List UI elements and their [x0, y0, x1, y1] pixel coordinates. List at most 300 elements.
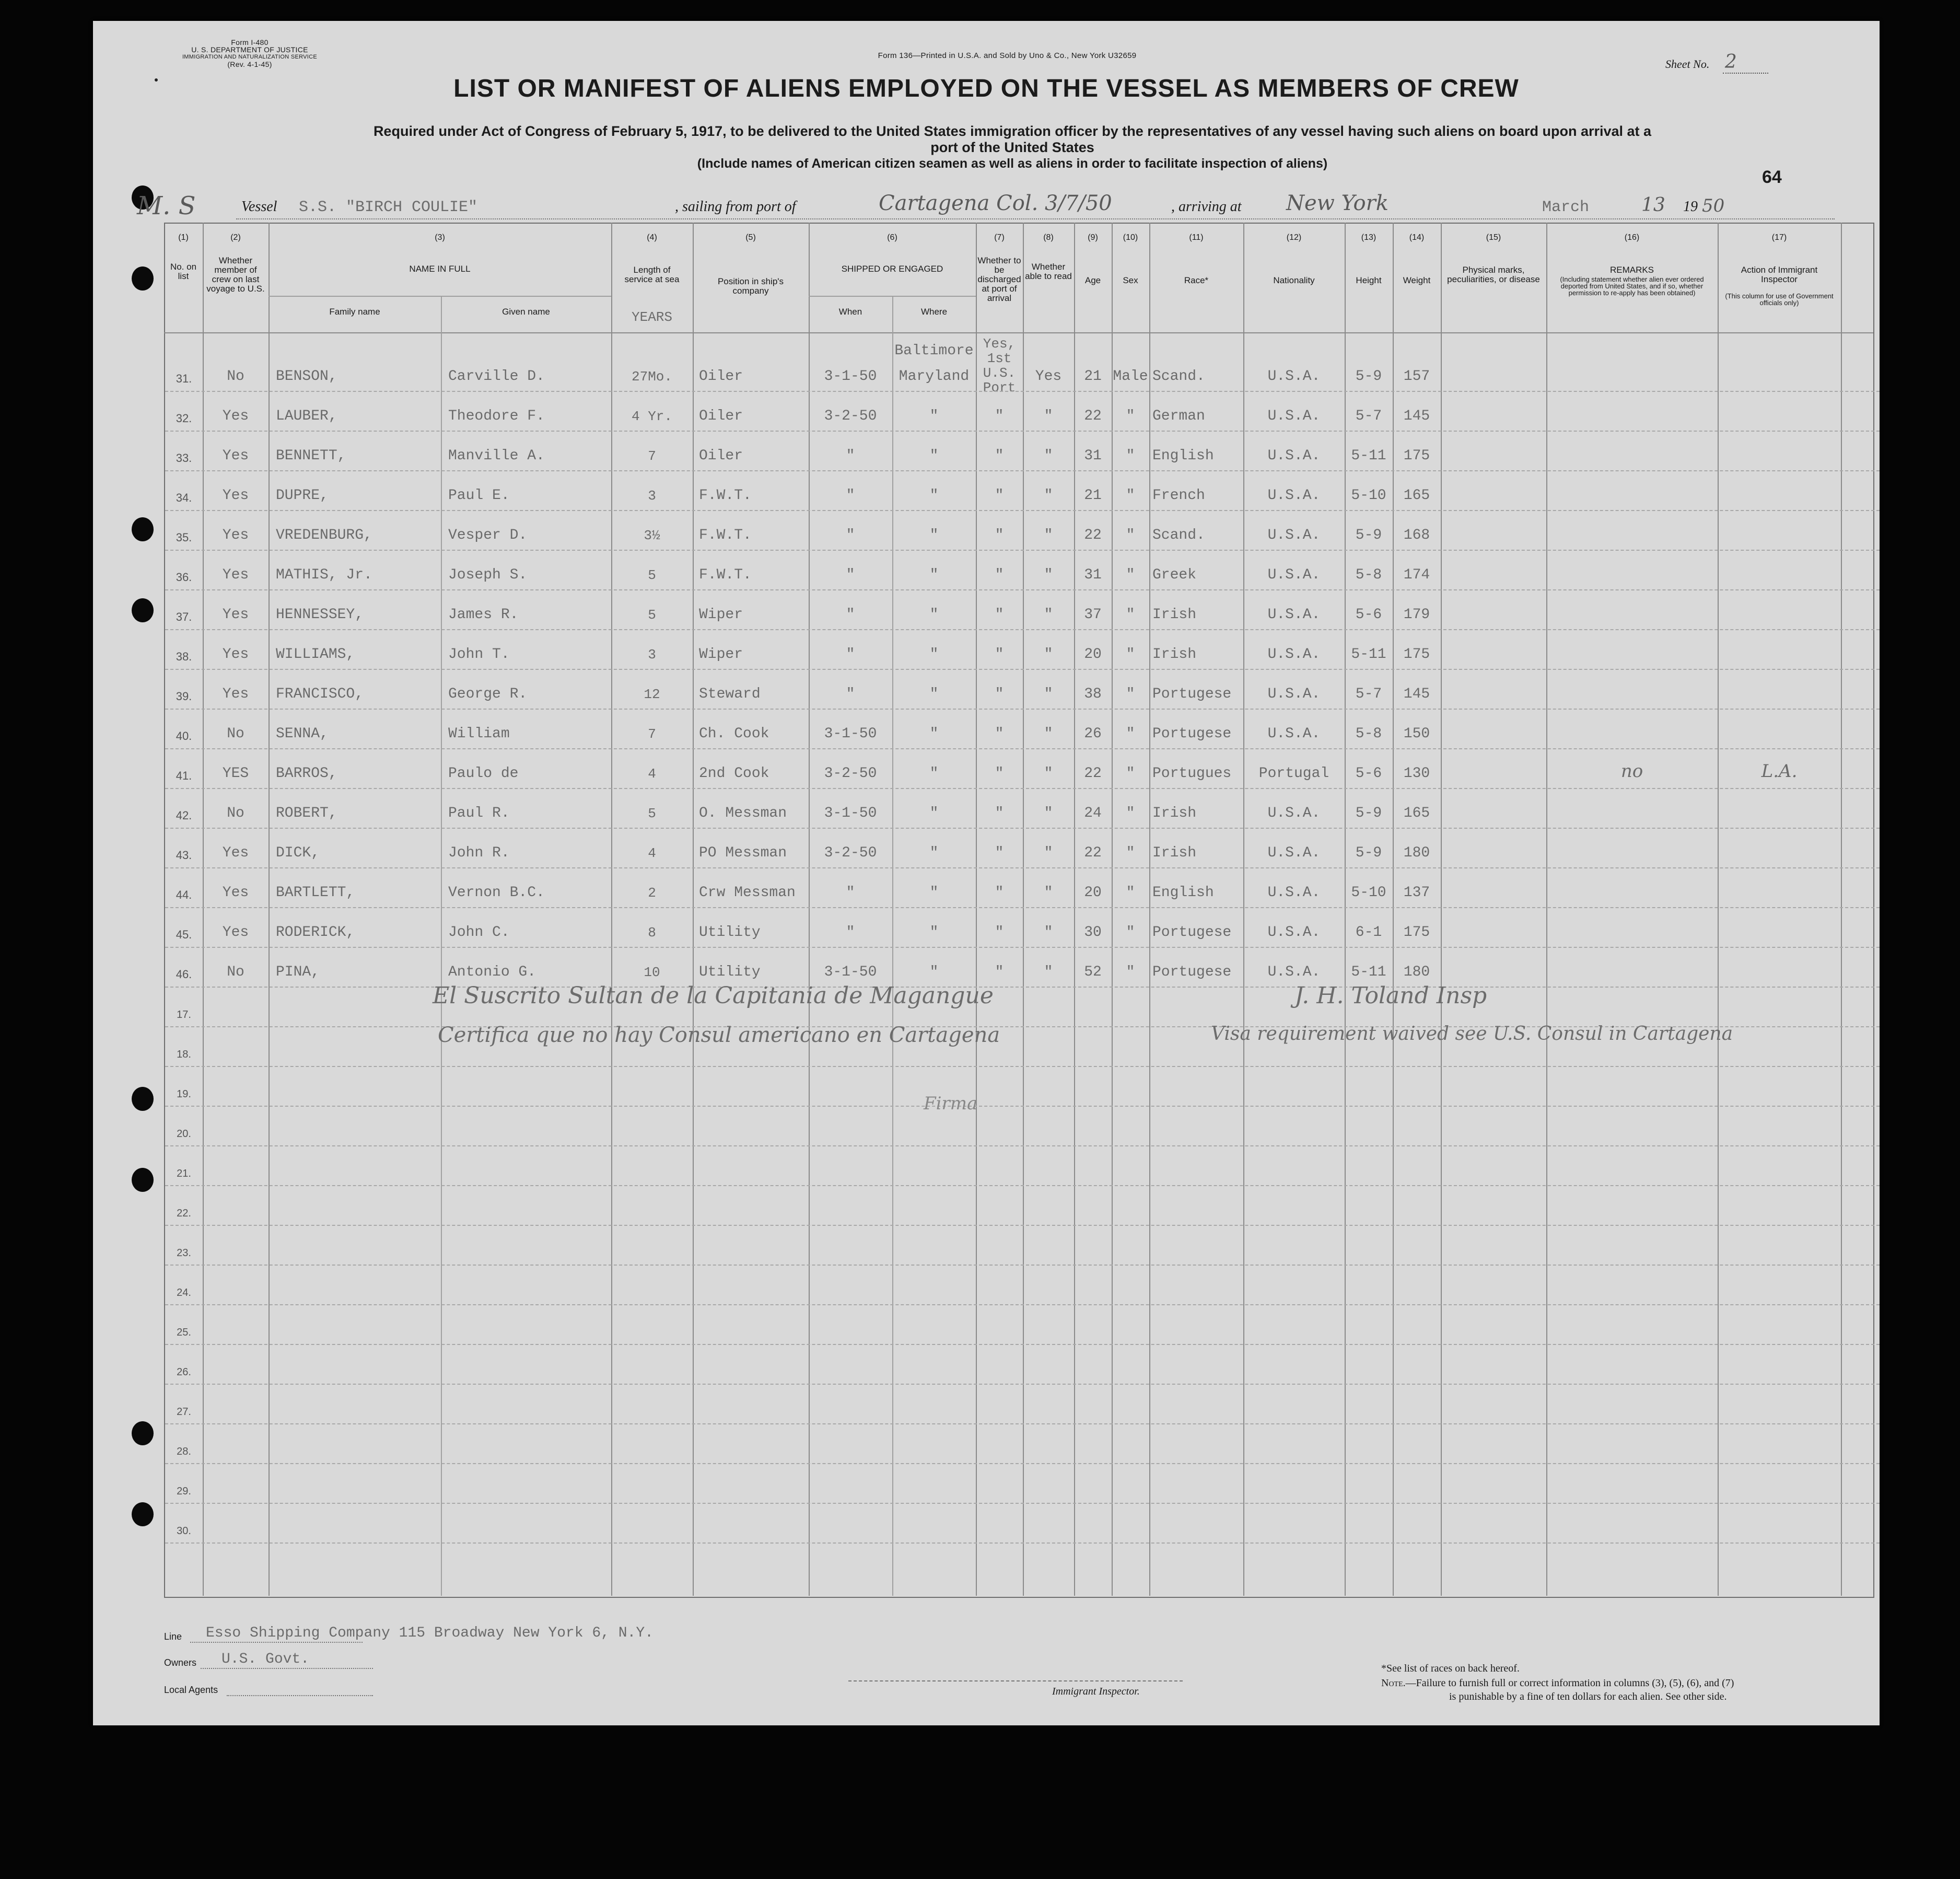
cell-age: 31: [1084, 448, 1102, 464]
cell-discharged: ": [995, 964, 1004, 980]
cell-when: ": [846, 885, 855, 901]
cell-read: ": [1044, 845, 1053, 861]
cell-weight: 179: [1403, 607, 1430, 623]
inspector-label: Immigrant Inspector.: [1052, 1686, 1140, 1697]
col-header-sex: Sex: [1123, 275, 1138, 285]
cell-family: MATHIS, Jr.: [276, 567, 372, 583]
cell-read: ": [1044, 765, 1053, 782]
handwritten-note-line: El Suscrito Sultan de la Capitania de Magangue: [433, 982, 994, 1009]
cell-crew: No: [227, 805, 244, 821]
col-header-position: Position in ship's company: [717, 276, 784, 296]
cell-sex: ": [1126, 845, 1135, 861]
cell-discharged: ": [995, 607, 1004, 623]
footer-underline: [201, 1668, 373, 1669]
cell-family: VREDENBURG,: [276, 527, 372, 543]
col-header-weight: Weight: [1403, 275, 1431, 285]
arrival-month: March: [1542, 199, 1590, 216]
empty-table-row: [93, 1385, 1880, 1424]
row-number: 41.: [176, 769, 192, 782]
cell-where: ": [929, 924, 939, 941]
cell-race: German: [1152, 408, 1205, 424]
row-number: 39.: [176, 690, 192, 703]
arriving-label: , arriving at: [1171, 199, 1242, 215]
cell-given: George R.: [448, 686, 528, 702]
cell-age: 20: [1084, 646, 1102, 663]
col-16-number: (16): [1624, 233, 1640, 242]
cell-given: Carville D.: [448, 368, 545, 385]
cell-nationality: U.S.A.: [1267, 448, 1321, 464]
cell-sex: ": [1126, 686, 1135, 702]
table-row: [93, 948, 1880, 988]
cell-weight: 168: [1403, 527, 1430, 543]
manifest-rows: [93, 21, 1880, 1725]
cell-position: Wiper: [699, 646, 743, 663]
cell-given: James R.: [448, 607, 519, 623]
subheader-family: Family name: [329, 307, 380, 317]
subheader-when: When: [838, 307, 862, 317]
cell-nationality: U.S.A.: [1267, 607, 1321, 623]
cell-age: 31: [1084, 567, 1102, 583]
cell-family: PINA,: [276, 964, 320, 980]
col-header-no: No. on list: [170, 262, 197, 281]
row-number: 25.: [177, 1327, 191, 1338]
sailing-label: , sailing from port of: [675, 199, 796, 215]
cell-read: ": [1044, 527, 1053, 543]
cell-given: Vernon B.C.: [448, 885, 545, 901]
cell-given: Paul R.: [448, 805, 510, 821]
cell-family: HENNESSEY,: [276, 607, 364, 623]
cell-where: ": [929, 885, 939, 901]
cell-race: English: [1152, 885, 1214, 901]
cell-read: ": [1044, 408, 1053, 424]
cell-when: 3-1-50: [824, 964, 877, 980]
cell-age: 37: [1084, 607, 1102, 623]
cell-height: 5-11: [1351, 646, 1386, 663]
table-row: [93, 590, 1880, 630]
owners-label: Owners: [164, 1657, 197, 1668]
col-13-number: (13): [1361, 233, 1376, 242]
form-number: Form I-480: [231, 38, 269, 47]
cell-sex: ": [1126, 488, 1135, 504]
cell-weight: 137: [1403, 885, 1430, 901]
cell-age: 22: [1084, 527, 1102, 543]
cell-height: 5-10: [1351, 488, 1386, 504]
cell-height: 5-7: [1355, 408, 1382, 424]
cell-read: ": [1044, 726, 1053, 742]
table-row: [93, 432, 1880, 471]
cell-when: 3-2-50: [824, 408, 877, 424]
cell-where: ": [929, 845, 939, 861]
cell-position: Ch. Cook: [699, 726, 769, 742]
cell-given: Vesper D.: [448, 527, 528, 543]
cell-position: F.W.T.: [699, 567, 752, 583]
note-text: —Failure to furnish full or correct information in columns (3), (5), (6), and (7): [1405, 1677, 1734, 1689]
row-number: 46.: [176, 968, 192, 981]
col-header-age: Age: [1084, 275, 1101, 285]
empty-table-row: [93, 1305, 1880, 1345]
cell-height: 5-9: [1355, 845, 1382, 861]
col-header-discharged: Whether to be discharged at port of arrival: [977, 256, 1021, 303]
cell-service: 4: [648, 766, 656, 782]
col-header-physical: Physical marks, peculiarities, or disease: [1447, 265, 1540, 284]
cell-crew: Yes: [222, 448, 249, 464]
row-number: 18.: [177, 1049, 191, 1060]
row-number: 38.: [176, 650, 192, 663]
cell-race: Irish: [1152, 607, 1197, 623]
cell-given: Antonio G.: [448, 964, 536, 980]
cell-service: 4 Yr.: [631, 409, 672, 424]
cell-discharged: ": [995, 686, 1004, 702]
cell-height: 5-9: [1355, 805, 1382, 821]
subtitle-note: (Include names of American citizen seamen as well as aliens in order to facilitate inspection of aliens): [697, 156, 1328, 171]
cell-crew: Yes: [222, 527, 249, 543]
cell-race: Irish: [1152, 646, 1197, 663]
table-row: [93, 670, 1880, 710]
cell-age: 21: [1084, 368, 1102, 385]
row-number: 32.: [176, 412, 192, 425]
cell-position: F.W.T.: [699, 527, 752, 543]
subtitle-line: port of the United States: [930, 140, 1094, 155]
cell-race: Portugese: [1152, 686, 1232, 702]
col-9-number: (9): [1088, 233, 1098, 242]
table-row: [93, 829, 1880, 868]
cell-weight: 145: [1403, 408, 1430, 424]
cell-given: John R.: [448, 845, 510, 861]
cell-where: ": [929, 527, 939, 543]
cell-nationality: U.S.A.: [1267, 924, 1321, 941]
col-15-number: (15): [1486, 233, 1501, 242]
cell-sex: ": [1126, 726, 1135, 742]
cell-race: Scand.: [1152, 527, 1205, 543]
cell-nationality: U.S.A.: [1267, 845, 1321, 861]
cell-position: Utility: [699, 964, 761, 980]
cell-age: 22: [1084, 765, 1102, 782]
cell-given: Joseph S.: [448, 567, 528, 583]
handwritten-note-line: Certifica que no hay Consul americano en Cartagena: [438, 1023, 1000, 1047]
cell-given: John C.: [448, 924, 510, 941]
sheet-number: 2: [1723, 51, 1768, 74]
cell-position: Oiler: [699, 408, 743, 424]
col-10-number: (10): [1123, 233, 1138, 242]
col-17-number: (17): [1771, 233, 1787, 242]
cell-crew: No: [227, 726, 244, 742]
cell-where: ": [929, 408, 939, 424]
cell-when: 3-2-50: [824, 845, 877, 861]
cell-weight: 175: [1403, 924, 1430, 941]
cell-when: ": [846, 567, 855, 583]
action-note: (This column for use of Government officials only): [1725, 292, 1834, 307]
empty-table-row: [93, 1464, 1880, 1504]
cell-discharged: ": [995, 567, 1004, 583]
cell-age: 20: [1084, 885, 1102, 901]
col-8-number: (8): [1043, 233, 1054, 242]
cell-nationality: U.S.A.: [1267, 567, 1321, 583]
cell-service: 5: [648, 567, 656, 583]
cell-age: 22: [1084, 408, 1102, 424]
cell-service: 27Mo.: [631, 369, 672, 385]
cell-read: ": [1044, 448, 1053, 464]
cell-when: ": [846, 686, 855, 702]
cell-crew: Yes: [222, 408, 249, 424]
cell-race: English: [1152, 448, 1214, 464]
col-header-crew: Whether member of crew on last voyage to U.S.: [206, 256, 265, 294]
cell-family: WILLIAMS,: [276, 646, 355, 663]
footer-owners-row: [164, 1651, 686, 1672]
cell-family: SENNA,: [276, 726, 329, 742]
cell-height: 5-9: [1355, 527, 1382, 543]
cell-position: Crw Messman: [699, 885, 796, 901]
cell-sex: ": [1126, 527, 1135, 543]
cell-sex: ": [1126, 765, 1135, 782]
cell-read: ": [1044, 646, 1053, 663]
line-label: Line: [164, 1631, 182, 1642]
cell-read: ": [1044, 488, 1053, 504]
cell-crew: Yes: [222, 607, 249, 623]
cell-discharged: ": [995, 408, 1004, 424]
cell-family: BENSON,: [276, 368, 337, 385]
cell-service: 10: [644, 965, 660, 980]
cell-discharged: ": [995, 924, 1004, 941]
cell-race: Irish: [1152, 845, 1197, 861]
cell-discharged: ": [995, 845, 1004, 861]
cell-crew: Yes: [222, 567, 249, 583]
table-row: [93, 789, 1880, 829]
col-12-number: (12): [1286, 233, 1302, 242]
cell-service: 3½: [644, 528, 660, 543]
cell-crew: Yes: [222, 488, 249, 504]
cell-weight: 157: [1403, 368, 1430, 385]
cell-position: 2nd Cook: [699, 765, 769, 782]
cell-where: ": [929, 646, 939, 663]
cell-when: 3-1-50: [824, 805, 877, 821]
cell-nationality: U.S.A.: [1267, 488, 1321, 504]
cell-nationality: U.S.A.: [1267, 368, 1321, 385]
table-row: [93, 471, 1880, 511]
cell-read: ": [1044, 805, 1053, 821]
cell-nationality: U.S.A.: [1267, 646, 1321, 663]
subheader-where: Where: [920, 307, 948, 317]
cell-given: Paul E.: [448, 488, 510, 504]
cell-position: Steward: [699, 686, 761, 702]
footer-agents-row: [164, 1678, 686, 1699]
manifest-sheet: [93, 21, 1880, 1725]
ms-mark: M. S: [137, 191, 196, 221]
cell-sex: ": [1126, 646, 1135, 663]
cell-family: DUPRE,: [276, 488, 329, 504]
cell-read: Yes: [1035, 368, 1062, 385]
year-prefix: 19: [1683, 199, 1698, 215]
cell-sex: ": [1126, 964, 1135, 980]
cell-family: FRANCISCO,: [276, 686, 364, 702]
row-number: 27.: [177, 1406, 191, 1418]
row-number: 20.: [177, 1128, 191, 1140]
row-number: 21.: [177, 1168, 191, 1179]
cell-crew: Yes: [222, 686, 249, 702]
cell-crew: No: [227, 368, 244, 385]
cell-sex: ": [1126, 607, 1135, 623]
cell-service: 3: [648, 647, 656, 663]
cell-discharged: ": [995, 885, 1004, 901]
col-14-number: (14): [1409, 233, 1425, 242]
cell-weight: 165: [1403, 488, 1430, 504]
cell-discharged: ": [995, 488, 1004, 504]
cell-age: 22: [1084, 845, 1102, 861]
cell-weight: 174: [1403, 567, 1430, 583]
department: U. S. DEPARTMENT OF JUSTICE: [191, 45, 308, 54]
cell-service: 4: [648, 845, 656, 861]
row-number: 42.: [176, 809, 192, 822]
cell-crew: YES: [222, 765, 249, 782]
cell-age: 30: [1084, 924, 1102, 941]
footer-line-row: [164, 1625, 686, 1646]
row-number: 30.: [177, 1525, 191, 1537]
cell-read: ": [1044, 686, 1053, 702]
cell-when: ": [846, 488, 855, 504]
fine-note: [1381, 1677, 1734, 1689]
col-header-action: Action of Immigrant Inspector: [1741, 265, 1818, 284]
footer-underline: [227, 1695, 373, 1696]
cell-service: 5: [648, 806, 656, 821]
arriving-port: New York: [1286, 191, 1389, 215]
cell-when: ": [846, 924, 855, 941]
cell-when: 3-1-50: [824, 368, 877, 385]
cell-when: ": [846, 527, 855, 543]
cell-discharged: ": [995, 765, 1004, 782]
cell-weight: 145: [1403, 686, 1430, 702]
row-number: 24.: [177, 1287, 191, 1298]
empty-table-row: [93, 1226, 1880, 1266]
cell-where: ": [929, 488, 939, 504]
cell-height: 5-11: [1351, 448, 1386, 464]
service-name: IMMIGRATION AND NATURALIZATION SERVICE: [182, 54, 318, 60]
cell-age: 52: [1084, 964, 1102, 980]
cell-age: 26: [1084, 726, 1102, 742]
cell-discharged: ": [995, 527, 1004, 543]
footer: [164, 1620, 1872, 1714]
col-2-number: (2): [230, 233, 241, 242]
cell-discharged: ": [995, 805, 1004, 821]
cell-nationality: U.S.A.: [1267, 726, 1321, 742]
col-1-number: (1): [178, 233, 189, 242]
cell-race: Portugues: [1152, 765, 1232, 782]
cell-given: Manville A.: [448, 448, 545, 464]
cell-read: ": [1044, 924, 1053, 941]
cell-height: 5-10: [1351, 885, 1386, 901]
cell-given: Paulo de: [448, 765, 519, 782]
cell-family: LAUBER,: [276, 408, 337, 424]
cell-family: BARROS,: [276, 765, 337, 782]
agents-label: Local Agents: [164, 1685, 218, 1695]
cell-service: 7: [648, 726, 656, 742]
col-11-number: (11): [1189, 233, 1204, 242]
col-header-race: Race*: [1184, 275, 1209, 285]
arrival-year: 50: [1702, 195, 1725, 216]
printer-line: Form 136—Printed in U.S.A. and Sold by Uno & Co., New York U32659: [878, 51, 1137, 60]
cell-nationality: Portugal: [1258, 765, 1329, 782]
cell-sex: ": [1126, 567, 1135, 583]
cell-family: BARTLETT,: [276, 885, 355, 901]
cell-discharged: ": [995, 726, 1004, 742]
cell-position: Oiler: [699, 448, 743, 464]
row-number: 17.: [177, 1009, 191, 1020]
sailing-port: Cartagena Col. 3/7/50: [879, 191, 1112, 215]
cell-weight: 150: [1403, 726, 1430, 742]
table-row: [93, 868, 1880, 908]
row-number: 19.: [177, 1088, 191, 1100]
row-rule: [165, 1542, 1880, 1544]
table-row: [93, 630, 1880, 670]
row-number: 22.: [177, 1208, 191, 1219]
cell-race: Greek: [1152, 567, 1197, 583]
table-row: [93, 710, 1880, 749]
cell-given: John T.: [448, 646, 510, 663]
cell-weight: 175: [1403, 646, 1430, 663]
cell-height: 5-6: [1355, 607, 1382, 623]
cell-position: O. Messman: [699, 805, 787, 821]
col-6-number: (6): [887, 233, 897, 242]
cell-where: ": [929, 686, 939, 702]
cell-crew: Yes: [222, 845, 249, 861]
page-number: 64: [1762, 167, 1782, 187]
empty-table-row: [93, 1345, 1880, 1385]
cell-height: 5-8: [1355, 567, 1382, 583]
cell-position: Oiler: [699, 368, 743, 385]
cell-nationality: U.S.A.: [1267, 686, 1321, 702]
cell-sex: ": [1126, 408, 1135, 424]
cell-height: 5-9: [1355, 368, 1382, 385]
inspector-signature-line: [848, 1680, 1183, 1681]
col-4-number: (4): [647, 233, 657, 242]
cell-weight: 175: [1403, 448, 1430, 464]
cell-where: ": [929, 964, 939, 980]
cell-position: Utility: [699, 924, 761, 941]
races-note: *See list of races on back hereof.: [1381, 1663, 1520, 1674]
remarks-note: (Including statement whether alien ever ordered deported from United States, and if so, whether permission to re-apply has been obtained): [1560, 275, 1704, 297]
empty-table-row: [93, 1424, 1880, 1464]
row-number: 34.: [176, 491, 192, 504]
empty-table-row: [93, 1504, 1880, 1544]
cell-age: 24: [1084, 805, 1102, 821]
discharged-top-note: Yes, 1st U.S. Port: [983, 336, 1016, 396]
col-header-name: NAME IN FULL: [409, 264, 471, 274]
cell-action: L.A.: [1761, 761, 1798, 782]
cell-read: ": [1044, 885, 1053, 901]
cell-sex: Male: [1113, 368, 1148, 385]
cell-where: ": [929, 567, 939, 583]
empty-table-row: [93, 1107, 1880, 1146]
where-top-note: Baltimore: [894, 343, 974, 359]
cell-where: ": [929, 448, 939, 464]
cell-race: Scand.: [1152, 368, 1205, 385]
cell-nationality: U.S.A.: [1267, 885, 1321, 901]
table-row: [93, 511, 1880, 551]
col-5-number: (5): [745, 233, 756, 242]
line-value: Esso Shipping Company 115 Broadway New York 6, N.Y.: [206, 1625, 654, 1641]
row-number: 37.: [176, 610, 192, 623]
cell-position: F.W.T.: [699, 488, 752, 504]
row-number: 26.: [177, 1366, 191, 1378]
table-row: [93, 749, 1880, 789]
row-number: 33.: [176, 451, 192, 465]
cell-where: ": [929, 765, 939, 782]
col-header-shipped: SHIPPED OR ENGAGED: [841, 264, 943, 274]
cell-sex: ": [1126, 924, 1135, 941]
cell-race: Portugese: [1152, 924, 1232, 941]
cell-crew: Yes: [222, 924, 249, 941]
cell-when: ": [846, 607, 855, 623]
col-header-read: Whether able to read: [1025, 262, 1072, 281]
vessel-name: S.S. "BIRCH COULIE": [299, 199, 478, 216]
